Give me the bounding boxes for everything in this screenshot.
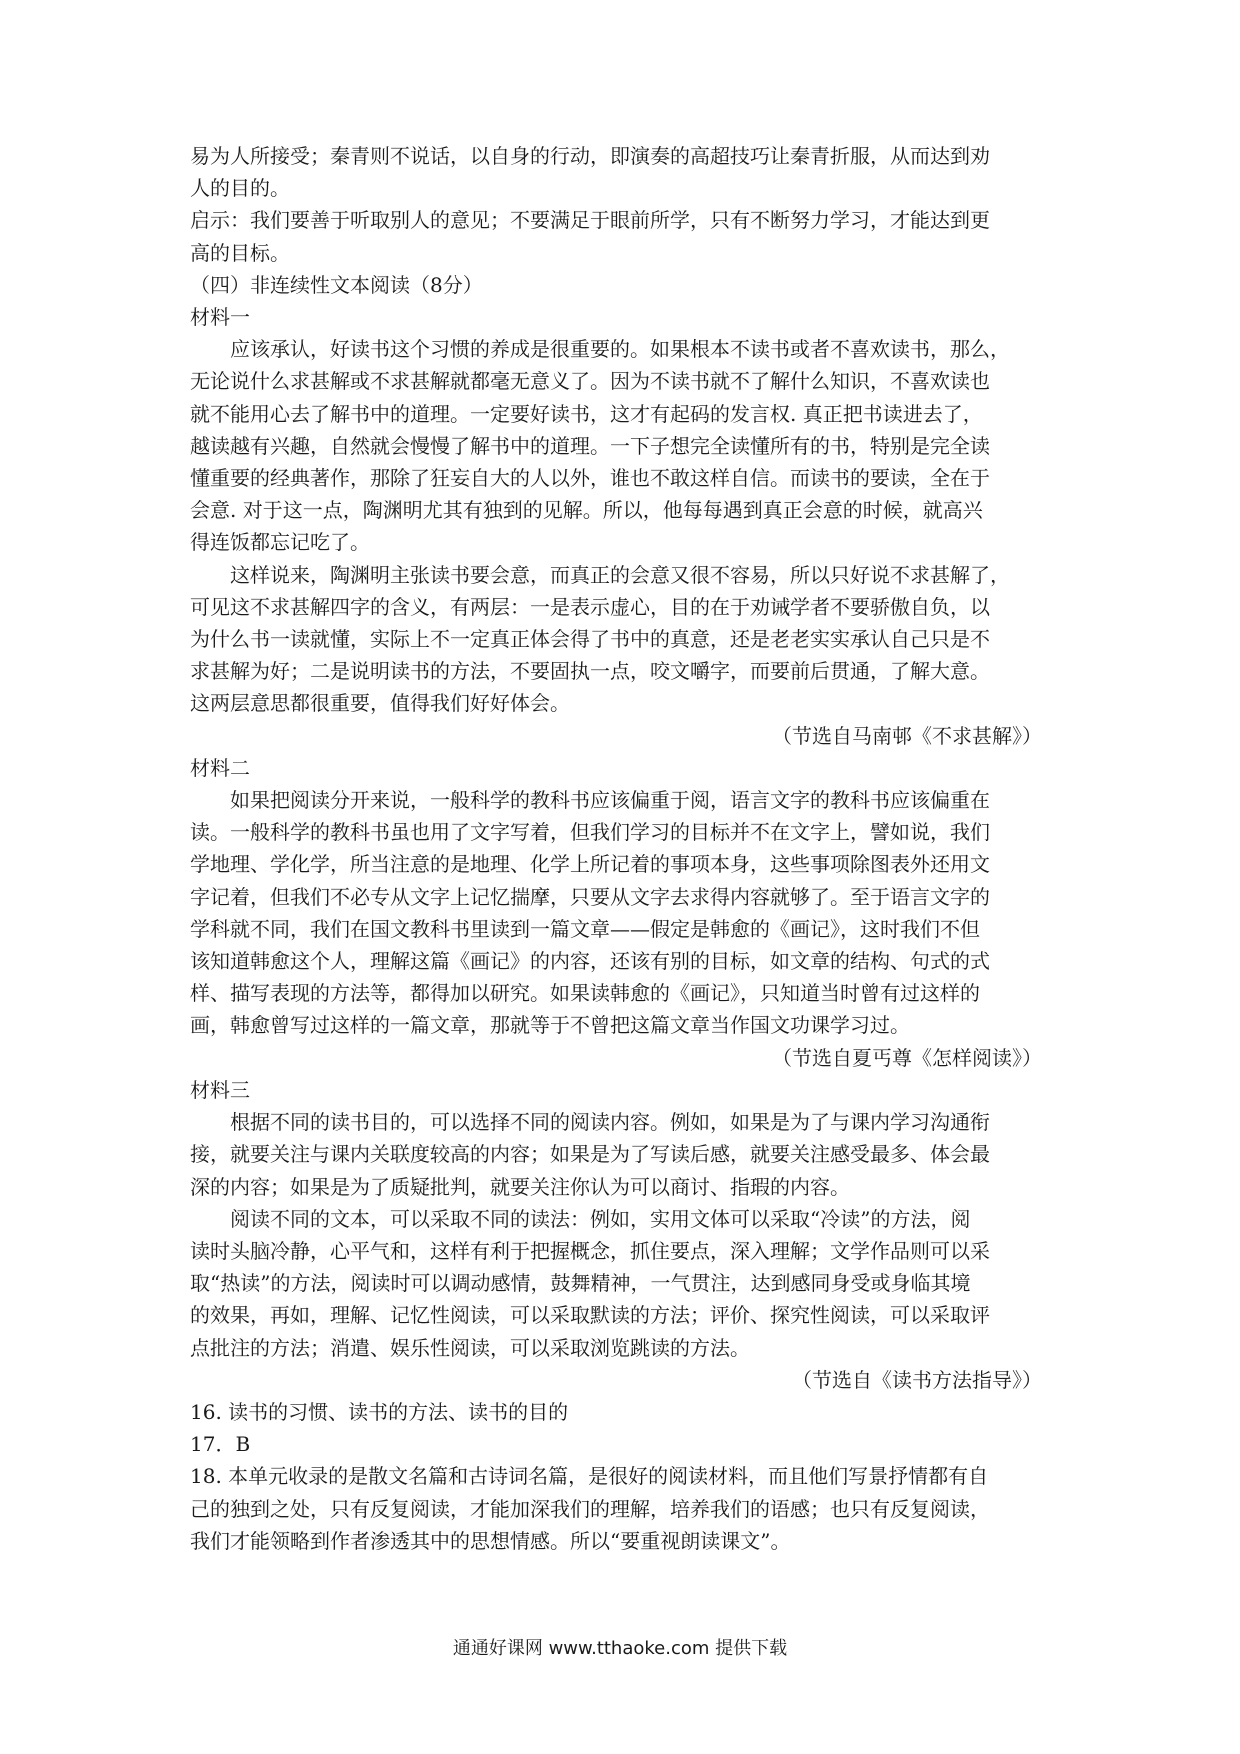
source-citation: （节选自马南邨《不求甚解》）	[772, 723, 1042, 748]
text-line: 学科就不同，我们在国文教科书里读到一篇文章——假定是韩愈的《画记》，这时我们不但	[190, 916, 980, 941]
text-line: 读时头脑冷静，心平气和，这样有利于把握概念，抓住要点，深入理解；文学作品则可以采	[190, 1238, 990, 1263]
answer-17: 17．B	[190, 1432, 251, 1457]
answer-18-line: 18. 本单元收录的是散文名篇和古诗词名篇，是很好的阅读材料，而且他们写景抒情都有自	[190, 1464, 989, 1489]
material-one	[190, 301, 1054, 752]
text-line: 人的目的。	[190, 176, 290, 201]
text-line: 点批注的方法；消遣、娱乐性阅读，可以采取浏览跳读的方法。	[190, 1335, 750, 1360]
answers-block	[190, 1396, 1054, 1557]
text-line: 这样说来，陶渊明主张读书要会意，而真正的会意又很不容易，所以只好说不求甚解了，	[230, 562, 1010, 587]
text-line: 就不能用心去了解书中的道理。一定要好读书，这才有起码的发言权. 真正把书读进去了，	[190, 401, 983, 426]
text-line: 接，就要关注与课内关联度较高的内容；如果是为了写读后感，就要关注感受最多、体会最	[190, 1142, 990, 1167]
page-footer: 通通好课网 www.tthaoke.com 提供下载	[452, 1638, 788, 1659]
material-label: 材料一	[190, 305, 250, 330]
text-line: 根据不同的读书目的，可以选择不同的阅读内容。例如，如果是为了与课内学习沟通衔	[230, 1110, 990, 1135]
text-line: 越读越有兴趣，自然就会慢慢了解书中的道理。一下子想完全读懂所有的书，特别是完全读	[190, 433, 990, 458]
text-line: 取“热读”的方法，阅读时可以调动感情，鼓舞精神，一气贯注，达到感同身受或身临其境	[190, 1271, 971, 1296]
text-line: 字记着，但我们不必专从文字上记忆揣摩，只要从文字去求得内容就够了。至于语言文字的	[190, 884, 990, 909]
intro-block	[190, 140, 1054, 269]
text-line: 为什么书一读就懂，实际上不一定真正体会得了书中的真意，还是老老实实承认自己只是不	[190, 627, 990, 652]
text-line: 读。一般科学的教科书虽也用了文字写着，但我们学习的目标并不在文字上，譬如说，我们	[190, 820, 990, 845]
text-line: 深的内容；如果是为了质疑批判，就要关注你认为可以商讨、指瑕的内容。	[190, 1174, 850, 1199]
text-line: 应该承认，好读书这个习惯的养成是很重要的。如果根本不读书或者不喜欢读书，那么，	[230, 337, 1010, 362]
section-heading: （四）非连续性文本阅读（8分）	[190, 272, 483, 297]
answer-18-line: 己的独到之处，只有反复阅读，才能加深我们的理解，培养我们的语感；也只有反复阅读，	[190, 1496, 990, 1521]
text-line: 画，韩愈曾写过这样的一篇文章，那就等于不曾把这篇文章当作国文功课学习过。	[190, 1013, 910, 1038]
text-line: 求甚解为好；二是说明读书的方法，不要固执一点，咬文嚼字，而要前后贯通，了解大意。	[190, 659, 990, 684]
source-citation: （节选自《读书方法指导》）	[792, 1367, 1042, 1392]
document-body	[190, 140, 1054, 1557]
text-line: 样、描写表现的方法等，都得加以研究。如果读韩愈的《画记》，只知道当时曾有过这样的	[190, 981, 980, 1006]
text-line: 这两层意思都很重要，值得我们好好体会。	[190, 691, 570, 716]
text-line: 得连饭都忘记吃了。	[190, 530, 370, 555]
answer-18-line: 我们才能领略到作者渗透其中的思想情感。所以“要重视朗读课文”。	[190, 1528, 791, 1553]
text-line: 如果把阅读分开来说，一般科学的教科书应该偏重于阅，语言文字的教科书应该偏重在	[230, 788, 990, 813]
answer-16: 16. 读书的习惯、读书的方法、读书的目的	[190, 1399, 569, 1424]
text-line: 阅读不同的文本，可以采取不同的读法：例如，实用文体可以采取“冷读”的方法，阅	[230, 1206, 971, 1231]
text-line: 高的目标。	[190, 240, 290, 265]
text-line: 懂重要的经典著作，那除了狂妄自大的人以外，谁也不敢这样自信。而读书的要读，全在于	[190, 466, 990, 491]
text-line: 无论说什么求甚解或不求甚解就都毫无意义了。因为不读书就不了解什么知识，不喜欢读也	[190, 369, 990, 394]
source-citation: （节选自夏丐尊《怎样阅读》）	[772, 1045, 1042, 1070]
text-line: 会意. 对于这一点，陶渊明尤其有独到的见解。所以，他每每遇到真正会意的时候，就高兴	[190, 498, 983, 523]
text-line: 易为人所接受；秦青则不说话，以自身的行动，即演奏的高超技巧让秦青折服，从而达到劝	[190, 144, 990, 168]
material-label: 材料三	[190, 1077, 250, 1102]
text-line: 该知道韩愈这个人，理解这篇《画记》的内容，还该有别的目标，如文章的结构、句式的式	[190, 949, 990, 974]
material-label: 材料二	[190, 755, 250, 780]
text-line: 可见这不求甚解四字的含义，有两层：一是表示虚心，目的在于劝诫学者不要骄傲自负，以	[190, 594, 990, 619]
text-line: 启示：我们要善于听取别人的意见；不要满足于眼前所学，只有不断努力学习，才能达到更	[190, 208, 990, 233]
material-three	[190, 1074, 1054, 1396]
material-two	[190, 752, 1054, 1074]
text-line: 学地理、学化学，所当注意的是地理、化学上所记着的事项本身，这些事项除图表外还用文	[190, 852, 990, 877]
text-line: 的效果，再如，理解、记忆性阅读，可以采取默读的方法；评价、探究性阅读，可以采取评	[190, 1303, 990, 1328]
